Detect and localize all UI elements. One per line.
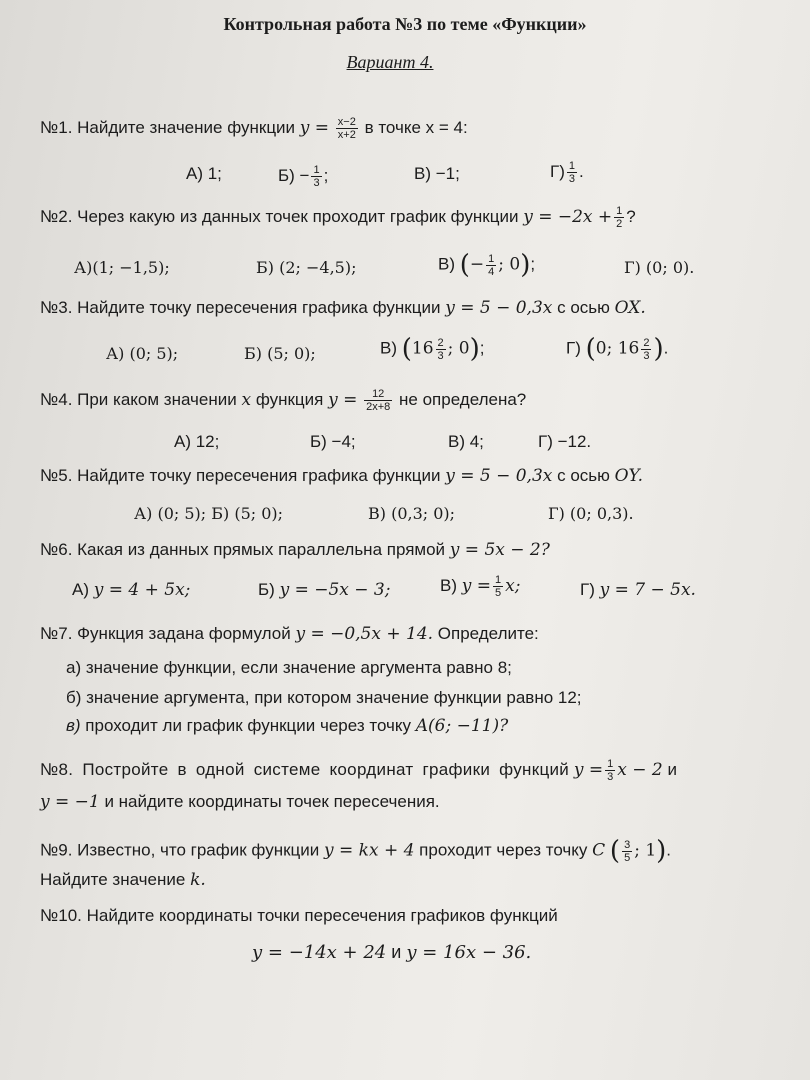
question-5: №5. Найдите точку пересечения графика функции y = 5 − 0,3x с осью OY. bbox=[40, 466, 643, 486]
q2-option-d: Г) (0; 0). bbox=[624, 258, 695, 277]
question-9: №9. Известно, что график функции y = kx + 4 проходит через точку C ( $\frac{3}{5}$ ; 1). bbox=[40, 836, 672, 866]
q2-option-b: Б) (2; −4,5); bbox=[256, 258, 357, 277]
question-1-fraction: $\frac{x-2}{x+2}$ bbox=[337, 116, 356, 141]
q7-part-c: в) проходит ли график функции через точку A(6; −11)? bbox=[66, 716, 509, 736]
page-title: Контрольная работа №3 по теме «Функции» bbox=[223, 14, 587, 34]
question-8-formula: y = bbox=[573, 759, 604, 780]
question-6-formula: y = 5x − 2? bbox=[449, 540, 550, 560]
question-8-line2: y = −1 и найдите координаты точек пересечения. bbox=[40, 792, 440, 812]
q1-option-b: Б) − $\frac{1}{3}$ ; bbox=[278, 164, 329, 189]
q5-option-d: Г) (0; 0,3). bbox=[548, 504, 634, 523]
q2-option-a: А)(1; −1,5); bbox=[74, 258, 170, 277]
question-7: №7. Функция задана формулой y = −0,5x + 14. Определите: bbox=[40, 624, 539, 644]
question-2-formula: y = −2x + bbox=[523, 206, 613, 227]
q3-option-a: А) (0; 5); bbox=[106, 344, 179, 363]
question-4-formula: y = bbox=[328, 389, 358, 410]
question-9-line2: Найдите значение k. bbox=[40, 870, 206, 890]
q4-option-b: Б) −4; bbox=[310, 432, 356, 451]
q7-part-b: б) значение аргумента, при котором значение функции равно 12; bbox=[66, 688, 582, 707]
question-3: №3. Найдите точку пересечения графика функции y = 5 − 0,3x с осью OX. bbox=[40, 298, 646, 318]
q1-option-c: В) −1; bbox=[414, 164, 460, 183]
question-2: №2. Через какую из данных точек проходит график функции y = −2x + $\frac{1}{2}$ ? bbox=[40, 205, 636, 230]
question-4-fraction: $\frac{12}{2x+8}$ bbox=[366, 388, 391, 413]
q5-option-c: В) (0,3; 0); bbox=[368, 504, 456, 523]
question-7-formula: y = −0,5x + 14. bbox=[295, 624, 434, 644]
question-1-text: №1. Найдите значение функции bbox=[40, 117, 296, 137]
q6-option-c: В) y = $\frac{1}{5}$ x; bbox=[440, 574, 521, 599]
q7-part-a: а) значение функции, если значение аргумента равно 8; bbox=[66, 658, 512, 677]
q3-option-c: В) (16 $\frac{2}{3}$ ; 0); bbox=[380, 334, 485, 364]
q6-option-a: А) y = 4 + 5x; bbox=[72, 580, 191, 600]
variant-label: Вариант 4. bbox=[346, 52, 434, 72]
question-8: №8. Постройте в одной системе координат графики функций y = $\frac{1}{3}$ x − 2 и bbox=[40, 758, 677, 783]
question-10: №10. Найдите координаты точки пересечения графиков функций bbox=[40, 906, 558, 925]
q5-option-ab: А) (0; 5); Б) (5; 0); bbox=[134, 504, 284, 523]
question-1-formula: y = bbox=[299, 117, 330, 138]
q4-option-c: В) 4; bbox=[448, 432, 484, 451]
question-2-fraction: $\frac{1}{2}$ bbox=[616, 205, 623, 230]
question-9-formula: y = kx + 4 bbox=[324, 840, 415, 861]
q6-option-d: Г) y = 7 − 5x. bbox=[580, 580, 696, 600]
q4-option-a: А) 12; bbox=[174, 432, 220, 451]
question-4: №4. При каком значении x функция y = $\frac{12}{2x+8}$ не определена? bbox=[40, 388, 527, 413]
question-2-text: №2. Через какую из данных точек проходит график функции bbox=[40, 206, 519, 226]
q6-option-b: Б) y = −5x − 3; bbox=[258, 580, 391, 600]
question-6: №6. Какая из данных прямых параллельна прямой y = 5x − 2? bbox=[40, 540, 550, 560]
question-3-text: №3. Найдите точку пересечения графика функции bbox=[40, 298, 441, 317]
question-1-suffix: в точке x = 4: bbox=[364, 117, 468, 137]
question-10-equations: y = −14x + 24 и y = 16x − 36. bbox=[252, 942, 532, 963]
question-1 bbox=[40, 116, 468, 141]
q3-option-d: Г) (0; 16 $\frac{2}{3}$ ). bbox=[566, 334, 669, 364]
q4-option-d: Г) −12. bbox=[538, 432, 592, 451]
question-3-formula: y = 5 − 0,3x bbox=[445, 298, 553, 318]
q3-option-b: Б) (5; 0); bbox=[244, 344, 316, 363]
question-5-formula: y = 5 − 0,3x bbox=[445, 466, 553, 486]
q2-option-c: В) (− $\frac{1}{4}$ ; 0); bbox=[438, 250, 536, 280]
q1-option-d: Г) $\frac{1}{3}$ . bbox=[550, 160, 584, 185]
q1-option-a: А) 1; bbox=[186, 164, 222, 183]
